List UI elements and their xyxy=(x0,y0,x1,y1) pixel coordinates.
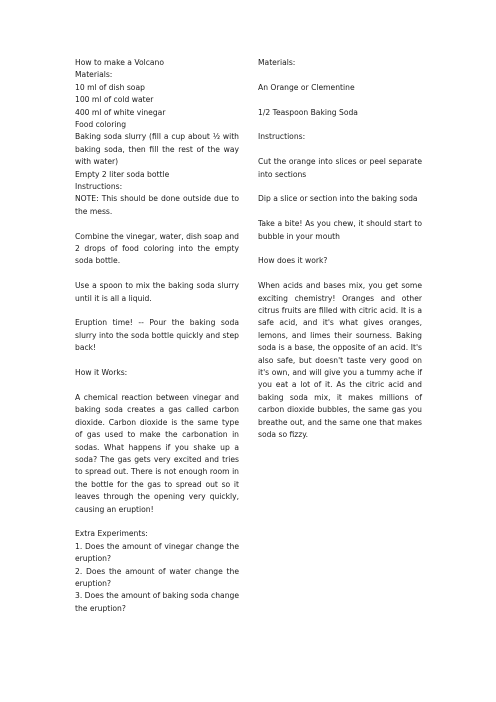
spacer xyxy=(75,355,239,367)
volcano-how-heading: How it Works: xyxy=(75,368,128,378)
orange-materials-heading: Materials: xyxy=(258,58,296,67)
orange-step: Dip a slice or section into the baking soda xyxy=(258,194,418,204)
orange-material-item: 1/2 Teaspoon Baking Soda xyxy=(258,107,358,117)
volcano-material-item: Empty 2 liter soda bottle xyxy=(75,169,170,179)
orange-instructions-heading: Instructions: xyxy=(258,132,306,142)
orange-how-text: When acids and bases mix, you get some exciting chemistry! Oranges and other citrus fruits are filled with citric acid. It is a safe acid, and it's what gives oranges, lemons, and limes their sourness. Baking soda is a base, the opposite of an acid. It's also safe, but doesn't taste very good on it's own, and will give you a tummy ache if you eat a lot of it. As the citric acid and baking soda mix, it makes millions of carbon dioxide bubbles, the same gas you breathe out, and the same one that makes soda so fizzy. xyxy=(258,281,422,440)
volcano-instructions-heading: Instructions: xyxy=(75,182,123,192)
orange-step: Cut the orange into slices or peel separate into sections xyxy=(258,157,422,179)
volcano-extra-heading: Extra Experiments: xyxy=(75,529,148,539)
volcano-how-text: A chemical reaction between vinegar and baking soda creates a gas called carbon dioxide. Carbon dioxide is the same type of gas used to make the carbonation in sodas. What happens if you shake up a soda? The gas gets very excited and tries to spread out. There is not enough room in the bottle for the gas to spread out so it leaves through the opening very quickly, causing an eruption! xyxy=(75,392,239,514)
spacer xyxy=(258,243,422,255)
spacer xyxy=(75,268,239,280)
spacer xyxy=(258,268,422,280)
volcano-note: NOTE: This should be done outside due to the mess. xyxy=(75,194,239,216)
spacer xyxy=(75,516,239,528)
spacer xyxy=(75,218,239,230)
volcano-extra-item: 1. Does the amount of vinegar change the eruption? xyxy=(75,541,239,564)
volcano-material-item: 10 ml of dish soap xyxy=(75,82,145,92)
volcano-title: How to make a Volcano xyxy=(75,58,164,67)
volcano-material-item: 400 ml of white vinegar xyxy=(75,107,166,117)
volcano-step: Combine the vinegar, water, dish soap and 2 drops of food coloring into the empty soda bottle. xyxy=(75,231,239,266)
orange-material-item: An Orange or Clementine xyxy=(258,82,355,92)
orange-step: Take a bite! As you chew, it should start to bubble in your mouth xyxy=(258,219,422,241)
orange-how-heading: How does it work? xyxy=(258,256,328,266)
spacer xyxy=(75,380,239,392)
orange-column xyxy=(258,57,422,441)
volcano-materials-heading: Materials: xyxy=(75,70,113,80)
volcano-material-item: Food coloring xyxy=(75,120,127,130)
spacer xyxy=(75,305,239,317)
spacer xyxy=(258,181,422,193)
spacer xyxy=(258,206,422,218)
volcano-extra-item: 3. Does the amount of baking soda change the eruption? xyxy=(75,591,239,613)
spacer xyxy=(258,144,422,156)
spacer xyxy=(258,69,422,81)
volcano-step: Use a spoon to mix the baking soda slurry until it is all a liquid. xyxy=(75,281,239,303)
spacer xyxy=(258,119,422,131)
volcano-material-item: Baking soda slurry (fill a cup about ½ with baking soda, then fill the rest of the way with water) xyxy=(75,132,239,167)
volcano-extra-item: 2. Does the amount of water change the eruption? xyxy=(75,566,239,588)
volcano-step: Eruption time! -- Pour the baking soda slurry into the soda bottle quickly and step back! xyxy=(75,318,239,353)
spacer xyxy=(258,94,422,106)
volcano-material-item: 100 ml of cold water xyxy=(75,95,154,105)
volcano-column xyxy=(75,57,239,615)
